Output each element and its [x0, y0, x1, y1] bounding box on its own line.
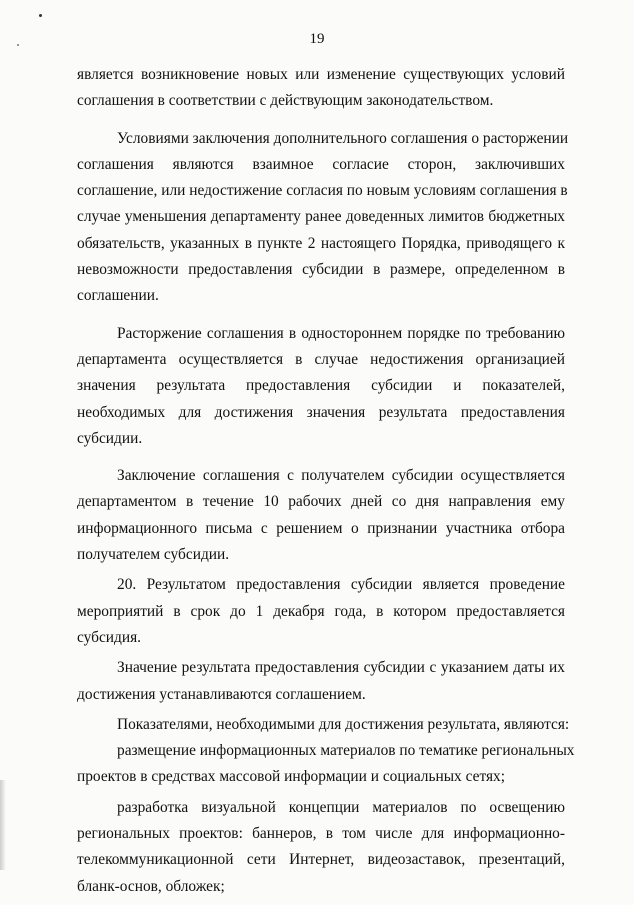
paragraph [77, 712, 570, 738]
text-line: соглашения являются взаимное согласие сторон, заключивших [77, 155, 565, 173]
text-line: проектов в средствах массовой информации и социальных сетях; [77, 768, 506, 786]
text-line: соглашении. [77, 287, 159, 305]
text-line: субсидии. [77, 429, 143, 447]
paragraph [77, 62, 565, 115]
scan-speck [39, 14, 42, 17]
text-line: информационного письма с решением о признании участника отбора [77, 519, 565, 537]
text-line: соглашение, или недостижение согласия по новым условиям соглашения в [77, 182, 568, 200]
paragraph [77, 738, 575, 791]
text-line: случае уменьшения департаменту ранее доведенных лимитов бюджетных [77, 208, 565, 226]
text-line: является возникновение новых или изменение существующих условий [77, 66, 565, 83]
text-line: телекоммуникационной сети Интернет, видеозаставок, презентаций, [77, 851, 565, 869]
scan-edge-shadow [0, 780, 6, 870]
text-line: бланк-основ, обложек; [77, 877, 225, 895]
text-line: Значение результата предоставления субсидии с указанием даты их [117, 659, 565, 677]
text-line: Заключение соглашения с получателем субсидии осуществляется [117, 467, 565, 485]
paragraph [77, 321, 565, 452]
text-line: значения результата предоставления субсидии и показателей, [77, 377, 565, 395]
text-line: Условиями заключения дополнительного соглашения о расторжении [117, 129, 569, 147]
text-line: Расторжение соглашения в одностороннем порядке по требованию [117, 324, 565, 342]
text-line: соглашения в соответствии с действующим законодательством. [77, 92, 494, 110]
text-line: достижения устанавливаются соглашением. [77, 685, 366, 703]
text-line: департамента осуществляется в случае недостижения организацией [77, 350, 565, 368]
text-line: региональных проектов: баннеров, в том числе для информационно- [77, 825, 565, 843]
text-line: получателем субсидии. [77, 546, 230, 564]
paragraph [77, 795, 565, 900]
text-line: 20. Результатом предоставления субсидии является проведение [117, 576, 565, 594]
text-line: размещение информационных материалов по тематике региональных [117, 742, 575, 760]
page-number: 19 [309, 31, 325, 47]
paragraph [77, 572, 565, 651]
text-line: необходимых для достижения значения результата предоставления [77, 403, 565, 421]
text-line: обязательств, указанных в пункте 2 настоящего Порядка, приводящего к [77, 234, 565, 252]
text-line: невозможности предоставления субсидии в размере, определенном в [77, 261, 565, 279]
document-body [77, 62, 575, 900]
text-line: департаментом в течение 10 рабочих дней со дня направления ему [77, 493, 565, 511]
paragraph [77, 463, 565, 568]
text-line: мероприятий в срок до 1 декабря года, в котором предоставляется [77, 602, 565, 620]
paragraph [77, 126, 569, 310]
text-line: субсидия. [77, 628, 142, 646]
text-line: разработка визуальной концепции материалов по освещению [117, 798, 565, 816]
paragraph [77, 655, 565, 708]
text-line: Показателями, необходимыми для достижения результата, являются: [117, 715, 570, 733]
